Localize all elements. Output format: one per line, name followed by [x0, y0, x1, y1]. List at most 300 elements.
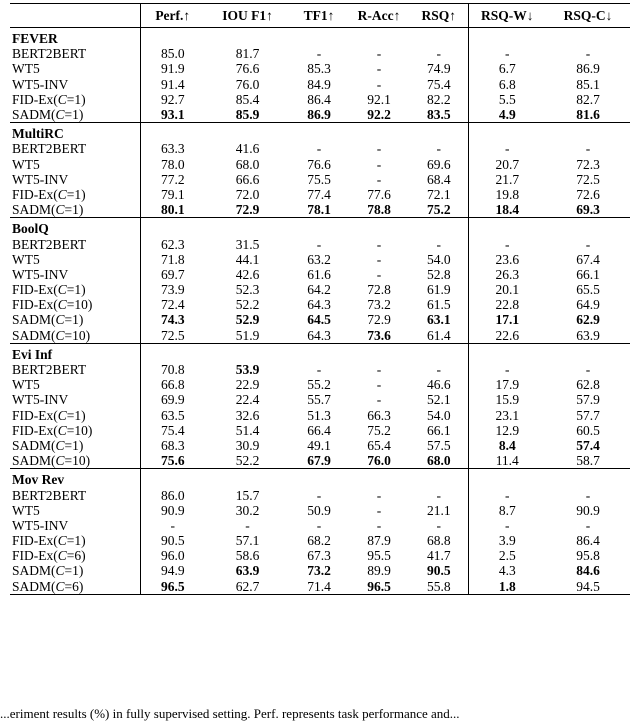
cell-tf1: - [316, 487, 322, 503]
empty-cell [290, 469, 348, 488]
cell-r-acc: 73.6 [367, 327, 391, 343]
model-name: FID-Ex(C=6) [12, 548, 86, 564]
cell-r-acc: - [376, 141, 382, 157]
cell-rsq: 66.1 [426, 422, 451, 438]
cell-tf1: 61.6 [307, 266, 331, 282]
empty-cell [205, 123, 290, 142]
table-row [10, 312, 630, 327]
empty-cell [140, 28, 205, 47]
table-row [10, 533, 630, 548]
cell-r-acc: 73.2 [367, 297, 391, 313]
cell-perf: 91.9 [140, 61, 205, 76]
cell-rsq: 68.0 [426, 453, 451, 469]
model-name: FID-Ex(C=1) [12, 407, 86, 423]
cell-tf1: 68.2 [307, 533, 331, 549]
cell-r-acc: - [376, 76, 382, 92]
cell-rsq: 90.5 [426, 563, 451, 579]
cell-r-acc: - [376, 236, 382, 252]
empty-cell [290, 28, 348, 47]
cell-iou-f1: 58.6 [235, 548, 260, 564]
model-name: WT5 [12, 61, 40, 77]
cell-tf1: 50.9 [307, 502, 331, 518]
cell-rsq: - [436, 517, 441, 533]
empty-cell [348, 343, 410, 362]
cell-rsq-w: 23.1 [468, 408, 546, 423]
cell-r-acc: 87.9 [367, 533, 391, 549]
table-row [10, 282, 630, 297]
table-row [10, 236, 630, 251]
cell-iou-f1: 22.4 [235, 392, 260, 408]
cell-rsq-c: 84.6 [576, 563, 600, 579]
cell-rsq: 82.2 [426, 91, 451, 107]
cell-rsq-w: 11.4 [468, 453, 546, 469]
cell-rsq-c: 82.7 [576, 91, 600, 107]
cell-rsq-c: 69.3 [576, 202, 600, 218]
cell-iou-f1: - [245, 517, 250, 533]
cell-rsq-w: - [468, 236, 546, 251]
cell-rsq-w: 1.8 [468, 579, 546, 595]
table-row [10, 141, 630, 156]
cell-perf: 90.5 [140, 533, 205, 548]
cell-iou-f1: 72.9 [235, 202, 260, 218]
cell-iou-f1: 76.0 [235, 76, 260, 92]
model-name: BERT2BERT [12, 141, 87, 157]
model-name: SADM(C=10) [12, 327, 91, 343]
empty-cell [468, 123, 546, 142]
table-row [10, 92, 630, 107]
cell-rsq-c: 62.8 [576, 377, 600, 393]
cell-rsq-c: 86.9 [576, 61, 600, 77]
table-row [10, 423, 630, 438]
cell-r-acc: - [376, 266, 382, 282]
results-table [10, 3, 630, 595]
table-row [10, 518, 630, 533]
cell-tf1: 64.3 [307, 327, 331, 343]
cell-rsq-c: 58.7 [576, 453, 600, 469]
cell-iou-f1: 85.4 [235, 91, 260, 107]
model-name: FID-Ex(C=1) [12, 282, 86, 298]
cell-rsq: 68.4 [426, 171, 451, 187]
group-name: Evi Inf [12, 346, 53, 362]
cell-tf1: 55.7 [307, 392, 331, 408]
empty-cell [546, 123, 630, 142]
empty-cell [546, 469, 630, 488]
cell-tf1: 63.2 [307, 251, 331, 267]
table-caption: ...eriment results (%) in fully supervised setting. Perf. represents task performance and... [0, 706, 460, 721]
model-name: WT5-INV [12, 392, 69, 408]
group-header-row [10, 469, 630, 488]
table-row [10, 377, 630, 392]
group-header-row [10, 123, 630, 142]
cell-tf1: 51.3 [307, 407, 331, 423]
cell-rsq-w: - [468, 362, 546, 377]
cell-rsq: 75.4 [426, 76, 451, 92]
cell-iou-f1: 31.5 [235, 236, 260, 252]
cell-rsq-w: 5.5 [468, 92, 546, 107]
table-row [10, 297, 630, 312]
empty-cell [468, 469, 546, 488]
empty-cell [410, 469, 468, 488]
cell-rsq: 61.9 [426, 282, 451, 298]
model-name: WT5 [12, 156, 40, 172]
table-row [10, 362, 630, 377]
cell-iou-f1: 53.9 [235, 362, 260, 378]
empty-cell [468, 28, 546, 47]
model-name: FID-Ex(C=1) [12, 533, 86, 549]
empty-cell [410, 28, 468, 47]
cell-rsq-c: 72.3 [576, 156, 600, 172]
empty-cell [468, 218, 546, 237]
cell-rsq: 83.5 [426, 107, 451, 123]
empty-cell [410, 218, 468, 237]
cell-r-acc: 76.0 [367, 453, 391, 469]
cell-rsq-w: 6.8 [468, 77, 546, 92]
cell-rsq-w: 18.4 [468, 202, 546, 218]
cell-rsq-c: 86.4 [576, 533, 600, 549]
cell-tf1: 67.9 [307, 453, 331, 469]
cell-tf1: 64.3 [307, 297, 331, 313]
cell-rsq: 72.1 [426, 186, 451, 202]
model-name: SADM(C=1) [12, 107, 84, 123]
header-r-acc: R-Acc↑ [357, 8, 401, 23]
cell-rsq-c: 65.5 [576, 282, 600, 298]
cell-iou-f1: 41.6 [235, 141, 260, 157]
cell-iou-f1: 72.0 [235, 186, 260, 202]
model-name: FID-Ex(C=1) [12, 91, 86, 107]
cell-perf: 93.1 [140, 107, 205, 123]
table-row [10, 187, 630, 202]
cell-tf1: 73.2 [307, 563, 331, 579]
model-name: SADM(C=1) [12, 437, 84, 453]
cell-rsq-c: 57.4 [576, 437, 600, 453]
cell-r-acc: 89.9 [367, 563, 391, 579]
cell-iou-f1: 52.9 [235, 312, 260, 328]
cell-r-acc: - [376, 156, 382, 172]
cell-perf: 96.5 [140, 579, 205, 595]
cell-r-acc: - [376, 517, 382, 533]
header-perf: Perf.↑ [140, 4, 205, 28]
cell-rsq-w: - [468, 46, 546, 61]
cell-tf1: 66.4 [307, 422, 331, 438]
cell-rsq-c: 95.8 [576, 548, 600, 564]
cell-tf1: - [316, 46, 322, 62]
cell-rsq: 41.7 [426, 548, 451, 564]
empty-cell [140, 218, 205, 237]
cell-rsq: 52.8 [426, 266, 451, 282]
cell-iou-f1: 30.2 [235, 502, 260, 518]
cell-rsq-w: 26.3 [468, 267, 546, 282]
cell-perf: 70.8 [140, 362, 205, 377]
cell-iou-f1: 52.2 [235, 297, 260, 313]
cell-tf1: 84.9 [307, 76, 331, 92]
model-name: WT5-INV [12, 266, 69, 282]
cell-rsq-c: 64.9 [576, 297, 600, 313]
model-name: SADM(C=6) [12, 578, 84, 594]
model-name: FID-Ex(C=1) [12, 186, 86, 202]
cell-rsq-c: - [585, 362, 591, 378]
cell-r-acc: 66.3 [367, 407, 391, 423]
cell-rsq-w: 2.5 [468, 548, 546, 563]
cell-rsq: 21.1 [426, 502, 451, 518]
table-row [10, 202, 630, 218]
empty-cell [468, 343, 546, 362]
cell-rsq-c: - [585, 487, 591, 503]
cell-rsq-c: 57.9 [576, 392, 600, 408]
group-header-row [10, 343, 630, 362]
table-row [10, 172, 630, 187]
cell-rsq: 75.2 [426, 202, 451, 218]
table-row [10, 548, 630, 563]
cell-perf: 80.1 [140, 202, 205, 218]
cell-rsq-c: - [585, 517, 591, 533]
cell-perf: 71.8 [140, 252, 205, 267]
group-header-row [10, 28, 630, 47]
cell-perf: - [140, 518, 205, 533]
cell-rsq-w: 20.1 [468, 282, 546, 297]
table-row [10, 453, 630, 469]
cell-tf1: - [316, 141, 322, 157]
cell-perf: 90.9 [140, 503, 205, 518]
cell-tf1: 86.9 [307, 107, 331, 123]
table-row [10, 252, 630, 267]
cell-rsq-w: 20.7 [468, 157, 546, 172]
cell-rsq-c: 72.5 [576, 171, 600, 187]
cell-rsq-w: 22.6 [468, 328, 546, 344]
cell-rsq: 68.8 [426, 533, 451, 549]
empty-cell [546, 343, 630, 362]
empty-cell [205, 469, 290, 488]
cell-tf1: 55.2 [307, 377, 331, 393]
model-name: BERT2BERT [12, 487, 87, 503]
cell-tf1: 86.4 [307, 91, 331, 107]
empty-cell [348, 218, 410, 237]
cell-perf: 66.8 [140, 377, 205, 392]
empty-cell [290, 343, 348, 362]
cell-iou-f1: 44.1 [235, 251, 260, 267]
model-name: WT5 [12, 377, 40, 393]
cell-iou-f1: 76.6 [235, 61, 260, 77]
cell-rsq: 69.6 [426, 156, 451, 172]
cell-perf: 73.9 [140, 282, 205, 297]
empty-cell [410, 343, 468, 362]
cell-rsq-c: 67.4 [576, 251, 600, 267]
cell-rsq-w: - [468, 487, 546, 502]
cell-rsq-c: 62.9 [576, 312, 600, 328]
cell-rsq-w: 4.9 [468, 107, 546, 123]
cell-tf1: - [316, 362, 322, 378]
model-name: FID-Ex(C=10) [12, 297, 93, 313]
cell-rsq-w: 23.6 [468, 252, 546, 267]
table-row [10, 438, 630, 453]
table-row [10, 46, 630, 61]
model-name: WT5-INV [12, 517, 69, 533]
cell-r-acc: - [376, 61, 382, 77]
cell-perf: 72.5 [140, 328, 205, 344]
cell-iou-f1: 63.9 [235, 563, 260, 579]
cell-tf1: 77.4 [307, 186, 331, 202]
empty-cell [348, 469, 410, 488]
empty-cell [290, 218, 348, 237]
cell-rsq: 61.5 [426, 297, 451, 313]
cell-perf: 91.4 [140, 77, 205, 92]
cell-rsq-c: 81.6 [576, 107, 600, 123]
cell-iou-f1: 15.7 [235, 487, 260, 503]
model-name: WT5-INV [12, 171, 69, 187]
cell-iou-f1: 51.4 [235, 422, 260, 438]
cell-rsq: 52.1 [426, 392, 451, 408]
cell-r-acc: 96.5 [367, 578, 391, 594]
cell-rsq: 54.0 [426, 407, 451, 423]
cell-tf1: 71.4 [307, 578, 331, 594]
cell-tf1: - [316, 236, 322, 252]
cell-tf1: - [316, 517, 322, 533]
empty-cell [205, 218, 290, 237]
empty-cell [205, 28, 290, 47]
cell-tf1: 78.1 [307, 202, 331, 218]
cell-perf: 74.3 [140, 312, 205, 327]
table-row [10, 579, 630, 595]
cell-rsq-w: 21.7 [468, 172, 546, 187]
cell-perf: 92.7 [140, 92, 205, 107]
cell-rsq-c: - [585, 46, 591, 62]
table-row [10, 487, 630, 502]
cell-tf1: 75.5 [307, 171, 331, 187]
cell-r-acc: - [376, 171, 382, 187]
cell-rsq-c: 63.9 [576, 327, 600, 343]
cell-iou-f1: 85.9 [235, 107, 260, 123]
cell-iou-f1: 81.7 [235, 46, 260, 62]
empty-cell [546, 218, 630, 237]
cell-rsq-w: 8.4 [468, 438, 546, 453]
cell-r-acc: - [376, 487, 382, 503]
cell-r-acc: 75.2 [367, 422, 391, 438]
group-name: MultiRC [12, 126, 64, 142]
cell-rsq: 55.8 [426, 578, 451, 594]
group-header-row [10, 218, 630, 237]
cell-iou-f1: 42.6 [235, 266, 260, 282]
cell-perf: 79.1 [140, 187, 205, 202]
model-name: BERT2BERT [12, 362, 87, 378]
header-tf1: TF1↑ [303, 8, 335, 23]
cell-rsq: 63.1 [426, 312, 451, 328]
group-name: BoolQ [12, 221, 49, 237]
cell-r-acc: 92.1 [367, 91, 391, 107]
cell-tf1: 76.6 [307, 156, 331, 172]
cell-r-acc: - [376, 392, 382, 408]
empty-cell [546, 28, 630, 47]
model-name: BERT2BERT [12, 46, 87, 62]
cell-rsq-c: - [585, 141, 591, 157]
table-row [10, 328, 630, 344]
cell-r-acc: - [376, 362, 382, 378]
cell-rsq-w: 6.7 [468, 61, 546, 76]
cell-r-acc: - [376, 502, 382, 518]
cell-rsq-c: - [585, 236, 591, 252]
cell-rsq-c: 72.6 [576, 186, 600, 202]
cell-iou-f1: 57.1 [235, 533, 260, 549]
cell-iou-f1: 30.9 [235, 437, 260, 453]
model-name: SADM(C=10) [12, 453, 91, 469]
empty-cell [290, 123, 348, 142]
header-rsq-c: RSQ-C↓ [563, 8, 613, 23]
model-name: WT5 [12, 502, 40, 518]
cell-perf: 75.6 [140, 453, 205, 469]
model-name: SADM(C=1) [12, 312, 84, 328]
cell-perf: 86.0 [140, 487, 205, 502]
table-row [10, 392, 630, 407]
cell-perf: 77.2 [140, 172, 205, 187]
cell-perf: 72.4 [140, 297, 205, 312]
cell-rsq-w: 8.7 [468, 503, 546, 518]
cell-rsq-w: - [468, 518, 546, 533]
cell-perf: 62.3 [140, 236, 205, 251]
cell-iou-f1: 22.9 [235, 377, 260, 393]
cell-iou-f1: 68.0 [235, 156, 260, 172]
cell-r-acc: - [376, 46, 382, 62]
cell-r-acc: 72.9 [367, 312, 391, 328]
cell-tf1: 85.3 [307, 61, 331, 77]
cell-iou-f1: 32.6 [235, 407, 260, 423]
cell-iou-f1: 52.2 [235, 453, 260, 469]
cell-tf1: 49.1 [307, 437, 331, 453]
table-row [10, 157, 630, 172]
group-name: FEVER [12, 31, 58, 47]
cell-rsq: - [436, 141, 441, 157]
model-name: FID-Ex(C=10) [12, 422, 93, 438]
cell-rsq: 46.6 [426, 377, 451, 393]
cell-iou-f1: 51.9 [235, 327, 260, 343]
cell-rsq: 54.0 [426, 251, 451, 267]
cell-tf1: 67.3 [307, 548, 331, 564]
cell-perf: 94.9 [140, 563, 205, 578]
cell-perf: 69.7 [140, 267, 205, 282]
header-rsq-w: RSQ-W↓ [468, 4, 546, 28]
cell-rsq-c: 57.7 [576, 407, 600, 423]
cell-perf: 68.3 [140, 438, 205, 453]
cell-rsq: 57.5 [426, 437, 451, 453]
cell-perf: 69.9 [140, 392, 205, 407]
empty-cell [410, 123, 468, 142]
model-name: WT5 [12, 251, 40, 267]
cell-perf: 96.0 [140, 548, 205, 563]
cell-r-acc: - [376, 377, 382, 393]
cell-rsq: - [436, 487, 441, 503]
cell-rsq-w: 3.9 [468, 533, 546, 548]
empty-cell [140, 469, 205, 488]
cell-tf1: 64.5 [307, 312, 331, 328]
cell-r-acc: 65.4 [367, 437, 391, 453]
cell-rsq: 61.4 [426, 327, 451, 343]
cell-iou-f1: 52.3 [235, 282, 260, 298]
cell-rsq-w: 19.8 [468, 187, 546, 202]
table-row [10, 77, 630, 92]
table-row [10, 408, 630, 423]
cell-r-acc: - [376, 251, 382, 267]
empty-cell [140, 343, 205, 362]
cell-rsq: - [436, 236, 441, 252]
cell-r-acc: 78.8 [367, 202, 391, 218]
cell-iou-f1: 66.6 [235, 171, 260, 187]
empty-cell [205, 343, 290, 362]
cell-tf1: 64.2 [307, 282, 331, 298]
header-rsq: RSQ↑ [421, 8, 456, 23]
cell-rsq-c: 66.1 [576, 266, 600, 282]
cell-rsq-w: 17.1 [468, 312, 546, 327]
cell-rsq-c: 60.5 [576, 422, 600, 438]
header-model [10, 4, 140, 28]
cell-rsq-c: 85.1 [576, 76, 600, 92]
table-row [10, 563, 630, 578]
